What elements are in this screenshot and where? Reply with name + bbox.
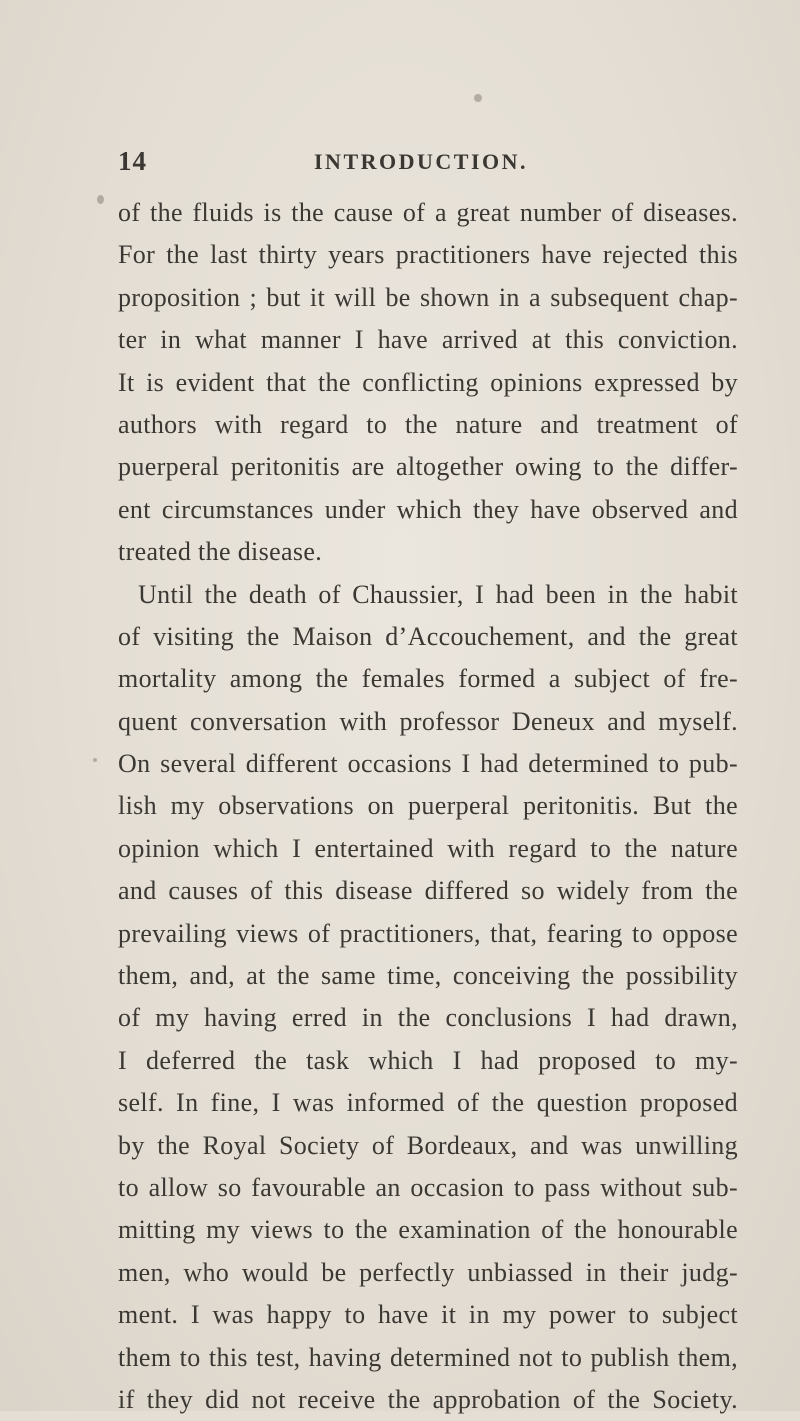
text-line: On several different occasions I had determined to pub- [118,749,738,779]
text-line: prevailing views of practitioners, that, fearing to oppose [118,918,738,948]
paper-speck [97,195,104,204]
text-line: quent conversation with professor Deneux and myself. [118,706,738,736]
text-line: by the Royal Society of Bordeaux, and was unwilling [118,1130,738,1160]
text-line: mitting my views to the examination of the honourable [118,1215,738,1245]
text-line: For the last thirty years practitioners have rejected this [118,240,738,270]
text-line: opinion which I entertained with regard to the nature [118,833,738,863]
text-line: and causes of this disease differed so widely from the [118,876,738,906]
text-line: Until the death of Chaussier, I had been in the habit [138,579,738,609]
text-line: treated the disease. [118,537,323,567]
text-line: of the fluids is the cause of a great number of diseases. [118,198,738,227]
text-line: authors with regard to the nature and treatment of [118,409,738,439]
page-header [118,146,718,186]
text-line: them, and, at the same time, conceiving the possibility [118,961,738,991]
paper-speck [474,94,482,102]
text-line: It is evident that the conflicting opinions expressed by [118,367,738,397]
body-text [118,192,738,1421]
text-line: I deferred the task which I had proposed to my- [118,1045,738,1075]
text-line: mortality among the females formed a subject of fre- [118,664,738,694]
text-line: self. In fine, I was informed of the question proposed [118,1088,738,1118]
text-line: men, who would be perfectly unbiassed in their judg- [118,1257,738,1287]
text-line: lish my observations on puerperal peritonitis. But the [118,791,738,821]
running-head: INTRODUCTION. [314,149,529,174]
text-line: proposition ; but it will be shown in a subsequent chap- [118,282,738,312]
text-line: to allow so favourable an occasion to pass without sub- [118,1172,738,1202]
page-number: 14 [118,146,147,176]
text-line: ter in what manner I have arrived at this conviction. [118,325,738,355]
text-line: ment. I was happy to have it in my power to subject [118,1300,738,1330]
paper-speck [93,758,97,762]
text-line: puerperal peritonitis are altogether owing to the differ- [118,452,738,482]
text-line: ent circumstances under which they have observed and [118,494,738,524]
text-line: if they did not receive the approbation of the Society. [118,1384,738,1414]
text-line: of my having erred in the conclusions I had drawn, [118,1003,738,1033]
text-line: of visiting the Maison d’Accouchement, and the great [118,621,738,651]
text-line: them to this test, having determined not to publish them, [118,1342,738,1372]
